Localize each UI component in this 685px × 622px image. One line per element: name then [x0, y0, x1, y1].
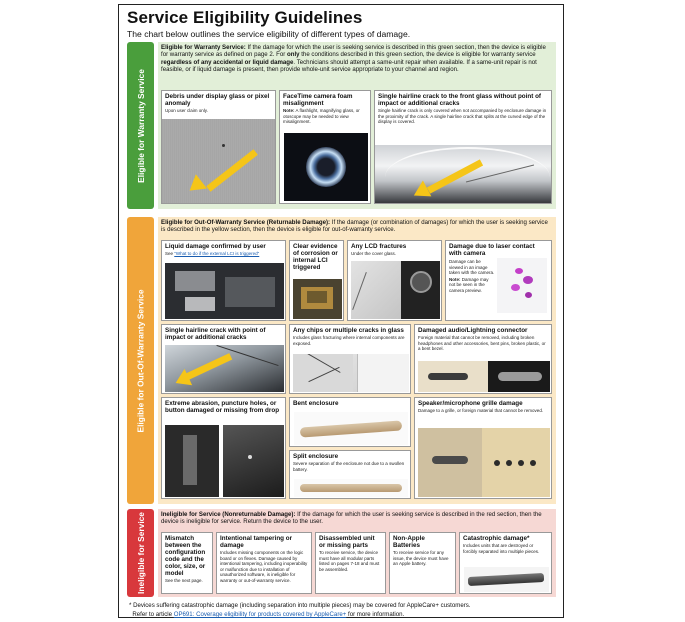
- ineligible-intro: Ineligible for Service (Nonreturnable Damage): If the damage for which the user is seeking service is described in the red section, then the device is ineligible for service. Return the device to the user.: [161, 511, 542, 526]
- liquid-photo: [165, 263, 284, 319]
- abrasion-photo: [165, 425, 219, 497]
- grille-photo: [418, 428, 550, 497]
- card-audio-connector: Damaged audio/Lightning connector Foreign material that cannot be removed, including broken headphones and other accessories, bent pins, broken plastic, or a bent bezel.: [414, 324, 552, 394]
- card-bent-enclosure: Bent enclosure: [289, 397, 411, 447]
- card-non-apple-battery: Non-Apple Batteries To receive service for any issue, the device must have an Apple battery.: [389, 532, 456, 594]
- warranty-intro: Eligible for Warranty Service: If the damage for which the user is seeking service is described in this green section, then the device is eligible for warranty service as defined on page 2. For only the conditions described in this green section, the device is eligible for warranty service regardless of any accidental or liquid damage. Technicians should attempt a same-unit repair when available. If a same-unit repair is not feasible, or if liquid damage is present, then provide whole-unit service appropriate to your channel and region.: [161, 44, 546, 73]
- out-of-warranty-intro: Eligible for Out-Of-Warranty Service (Returnable Damage): If the damage (or combination of damages) for which the user is seeking service is described in the yellow section, then the device is eligible for out-of-warranty service.: [161, 219, 548, 234]
- applecare-article-link[interactable]: OP691: Coverage eligibility for products covered by AppleCare+: [173, 610, 347, 618]
- hairline-photo: [375, 145, 552, 204]
- page-subtitle: The chart below outlines the service eligibility of different types of damage.: [127, 29, 411, 39]
- lcd-photo: [351, 261, 440, 319]
- catastrophic-photo: [464, 567, 549, 592]
- connector-photo: [418, 361, 550, 392]
- ineligible-band: Ineligible for Service: [127, 509, 154, 597]
- page-title: Service Eligibility Guidelines: [127, 8, 363, 27]
- lci-link[interactable]: "What to do if the external LCI is triggered": [174, 251, 260, 257]
- out-of-warranty-band: Eligible for Out-Of-Warranty Service: [127, 217, 154, 504]
- split-photo: [294, 479, 408, 497]
- card-mismatch: Mismatch between the configuration code and the color, size, or model See the next page.: [161, 532, 213, 594]
- hairline-impact-photo: [165, 345, 284, 392]
- chips-photo: [293, 354, 409, 392]
- card-hairline-impact: Single hairline crack with point of impact or additional cracks: [161, 324, 286, 394]
- card-extreme-abrasion: Extreme abrasion, puncture holes, or button damaged or missing from drop: [161, 397, 286, 499]
- footnote: * Devices suffering catastrophic damage (including separation into multiple pieces) may be covered for AppleCare+ customers. Refer to article OP691: Coverage eligibility for products covered by AppleCare+ for more information.: [129, 602, 471, 618]
- card-corrosion: Clear evidence of corrosion or internal LCI triggered: [289, 240, 344, 321]
- card-facetime-foam: FaceTime camera foam misalignment Note: A flashlight, magnifying glass, or otoscope may be needed to view misalignment.: [279, 90, 371, 204]
- card-speaker-grille: Speaker/microphone grille damage Damage to a grille, or foreign material that cannot be removed.: [414, 397, 552, 499]
- facetime-photo: [284, 133, 368, 201]
- debris-photo: [162, 119, 276, 204]
- card-laser-damage: Damage due to laser contact with camera Damage can be viewed in an image taken with the camera. Note: Damage may not be seen in the camera preview.: [445, 240, 552, 321]
- ineligible-section: [127, 509, 556, 597]
- corrosion-photo: [293, 279, 342, 319]
- card-liquid-damage: Liquid damage confirmed by user See "What to do if the external LCI is triggered": [161, 240, 286, 321]
- bent-photo: [294, 412, 408, 445]
- card-debris-pixel: Debris under display glass or pixel anomaly Upon user claim only.: [161, 90, 276, 204]
- guidelines-page: [118, 4, 564, 618]
- card-lcd-fractures: Any LCD fractures Under the cover glass.: [347, 240, 442, 321]
- out-of-warranty-section: [127, 217, 556, 504]
- warranty-band: Eligible for Warranty Service: [127, 42, 154, 209]
- card-split-enclosure: Split enclosure Severe separation of the enclosure not due to a swollen battery.: [289, 450, 411, 499]
- card-chips-cracks: Any chips or multiple cracks in glass Includes glass fracturing where internal components are exposed.: [289, 324, 411, 394]
- card-tampering: Intentional tampering or damage Includes missing components on the logic board or on flexes. Damage caused by intentional tampering, including inoperability or malfunction due to installation of unauthorized software, is ineligible for warranty or out-of-warranty service.: [216, 532, 312, 594]
- warranty-section: [127, 42, 556, 209]
- card-catastrophic: Catastrophic damage* Includes units that are destroyed or forcibly separated into multiple pieces.: [459, 532, 552, 594]
- card-disassembled: Disassembled unit or missing parts To receive service, the device must have all modular parts listed on pages 7-18 and must be assembled.: [315, 532, 386, 594]
- puncture-photo: [223, 425, 284, 497]
- card-hairline-no-impact: Single hairline crack to the front glass without point of impact or additional cracks Single hairline crack is only covered when not accompanied by enclosure damage in the proximity of the crack. A single hairline crack that splits at the curved edge of the display is covered.: [374, 90, 552, 204]
- laser-photo: [497, 258, 547, 313]
